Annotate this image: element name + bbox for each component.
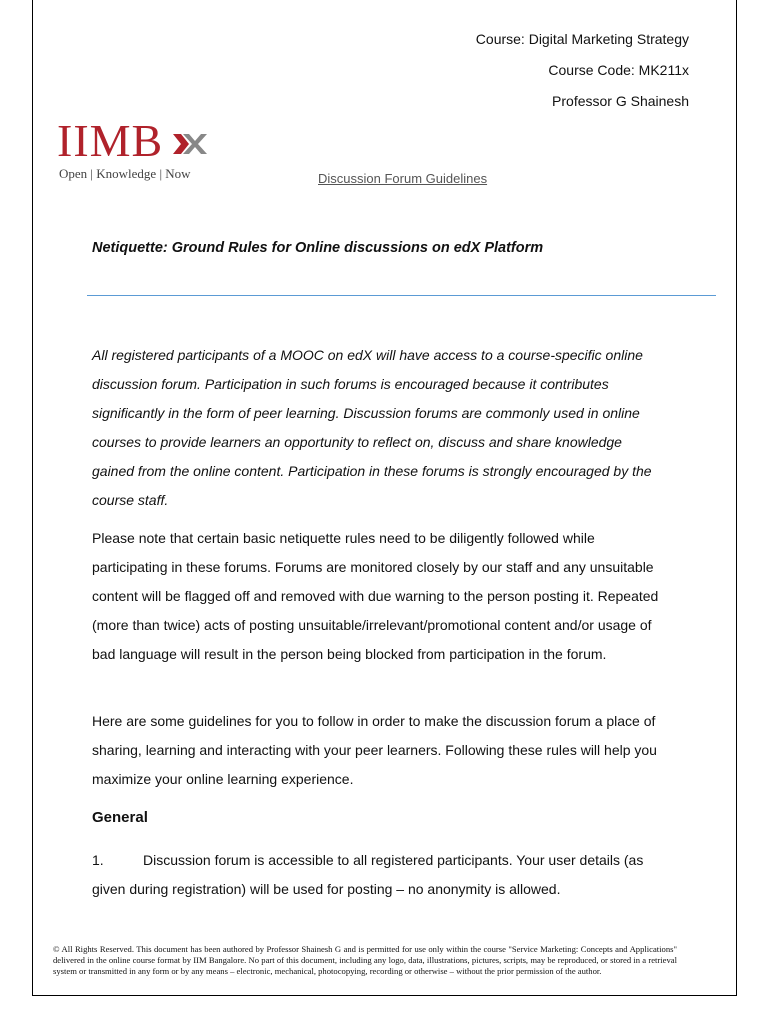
page-border-right — [736, 0, 737, 996]
intro-paragraph: All registered participants of a MOOC on edX will have access to a course-specific online discussion forum. Participation in such forums is encouraged because it contributes significantly in the form of peer learning. Discussion forums are commonly used in online courses to provide learners an opportunity to reflect on, discuss and share knowledge gained from the online content. Participation in these forums is strongly encouraged by the course staff. — [92, 347, 652, 508]
course-title: Course: Digital Marketing Strategy — [475, 31, 689, 47]
logo-tagline: Open | Knowledge | Now — [59, 166, 191, 181]
page-border-bottom — [32, 995, 737, 996]
logo-x-icon — [173, 130, 209, 158]
logo-wordmark: IIMB — [57, 115, 164, 166]
list-item — [92, 846, 667, 904]
divider-rule — [87, 295, 716, 296]
copyright-footer: © All Rights Reserved. This document has been authored by Professor Shainesh G and is permitted for use only within the course "Service Marketing: Concepts and Applications" delivered in the online course format by IIM Bangalore. No part of this document, including any logo, data, illustrations, pictures, scripts, may be reproduced, or stored in a retrieval system or transmitted in any form or by any means – electronic, mechanical, photocopying, recording or otherwise – without the prior permission of the author. — [53, 944, 677, 977]
list-item-number: 1. — [92, 852, 104, 868]
netiquette-heading: Netiquette: Ground Rules for Online discussions on edX Platform — [92, 240, 544, 256]
section-heading-general: General — [92, 809, 148, 826]
rules-paragraph: Please note that certain basic netiquette rules need to be diligently followed while participating in these forums. Forums are monitored closely by our staff and any unsuitable content will be flagged off and removed with due warning to the person posting it. Repeated (more than twice) acts of posting unsuitable/irrelevant/promotional content and/or usage of bad language will result in the person being blocked from participation in the forum. — [92, 530, 659, 662]
page-border-left — [32, 0, 33, 996]
forum-guidelines-title: Discussion Forum Guidelines — [318, 171, 488, 186]
iimbx-logo — [57, 115, 217, 188]
course-code: Course Code: MK211x — [548, 62, 689, 78]
professor-name: Professor G Shainesh — [552, 93, 689, 109]
guidelines-paragraph: Here are some guidelines for you to follow in order to make the discussion forum a place of sharing, learning and interacting with your peer learners. Following these rules will help you maximize your online learning experience. — [92, 713, 657, 787]
list-item-text: Discussion forum is accessible to all registered participants. Your user details (as given during registration) will be used for posting – no anonymity is allowed. — [92, 852, 644, 897]
